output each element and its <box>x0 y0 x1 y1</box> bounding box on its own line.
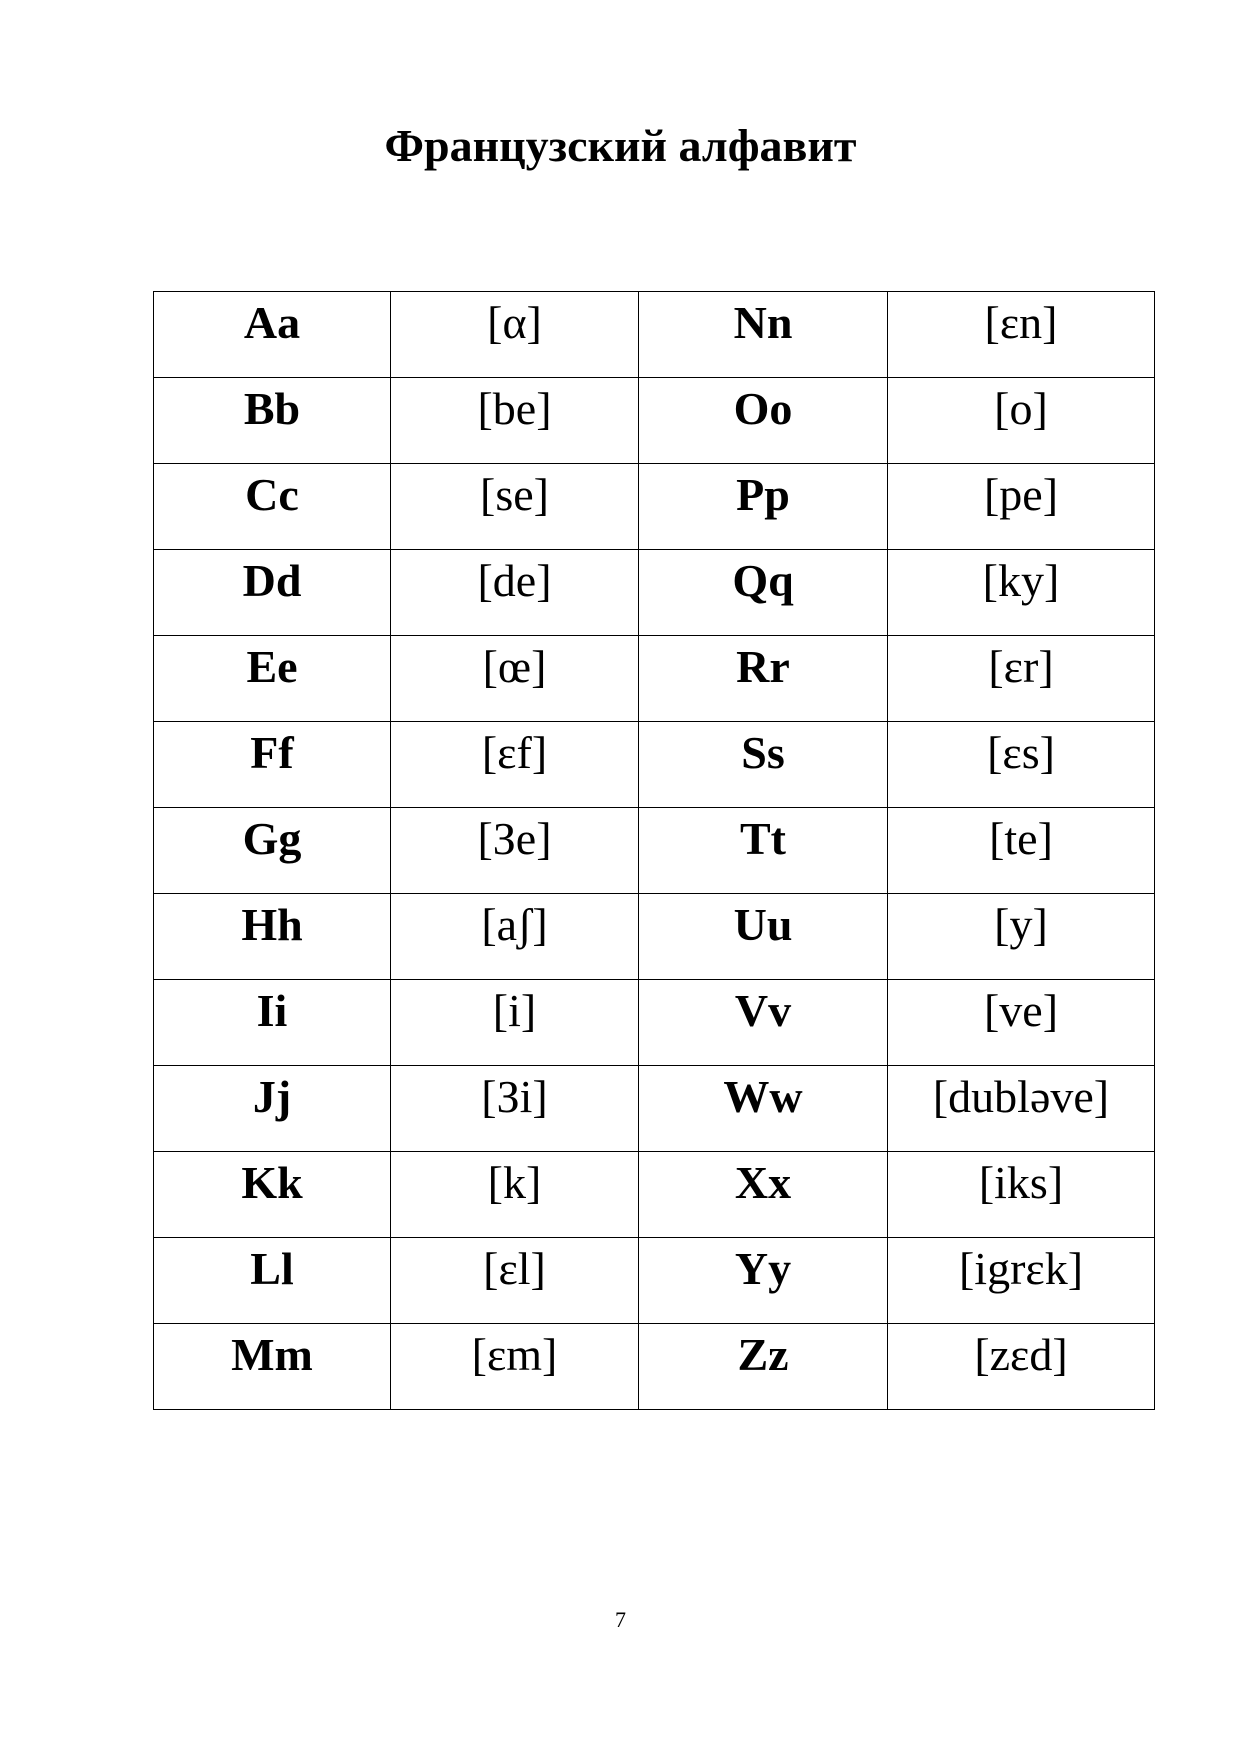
table-row <box>154 378 1155 464</box>
table-row <box>154 464 1155 550</box>
pronunciation-cell <box>888 980 1155 1066</box>
pronunciation-cell <box>888 1238 1155 1324</box>
letter-cell <box>639 550 888 636</box>
letter: Dd <box>242 555 302 606</box>
letter: Uu <box>733 899 793 950</box>
letter-cell <box>154 378 391 464</box>
pronunciation: [œ] <box>482 641 547 692</box>
letter: Oo <box>733 383 793 434</box>
letter: Ll <box>250 1243 294 1294</box>
letter: Hh <box>241 899 303 950</box>
letter: Jj <box>252 1071 292 1122</box>
table-row <box>154 550 1155 636</box>
pronunciation-cell <box>391 464 639 550</box>
pronunciation: [zɛd] <box>974 1329 1068 1380</box>
page-number: 7 <box>615 1607 626 1632</box>
letter-cell <box>639 292 888 378</box>
letter: Mm <box>231 1329 313 1380</box>
pronunciation: [se] <box>480 469 549 520</box>
pronunciation: [ɛs] <box>987 727 1055 778</box>
pronunciation-cell <box>888 808 1155 894</box>
pronunciation-cell <box>391 1324 639 1410</box>
pronunciation: [Зe] <box>477 813 552 864</box>
letter: Ii <box>256 985 288 1036</box>
letter: Vv <box>734 985 792 1036</box>
letter-cell <box>639 894 888 980</box>
letter: Ss <box>741 727 785 778</box>
letter-cell <box>639 464 888 550</box>
table-row <box>154 1152 1155 1238</box>
pronunciation: [pe] <box>983 469 1059 520</box>
pronunciation: [ɛn] <box>984 297 1058 348</box>
letter-cell <box>154 808 391 894</box>
letter-cell <box>639 1238 888 1324</box>
pronunciation-cell <box>888 292 1155 378</box>
alphabet-table <box>153 291 1155 1410</box>
pronunciation-cell <box>888 636 1155 722</box>
pronunciation-cell <box>391 980 639 1066</box>
pronunciation-cell <box>888 1324 1155 1410</box>
pronunciation-cell <box>391 722 639 808</box>
pronunciation-cell <box>888 894 1155 980</box>
letter-cell <box>154 636 391 722</box>
pronunciation: [igrɛk] <box>958 1243 1084 1294</box>
table-row <box>154 980 1155 1066</box>
letter: Xx <box>734 1157 792 1208</box>
letter-cell <box>639 378 888 464</box>
table-row <box>154 808 1155 894</box>
pronunciation: [aʃ] <box>481 899 548 950</box>
letter: Zz <box>737 1329 789 1380</box>
pronunciation-cell <box>391 636 639 722</box>
pronunciation: [k] <box>487 1157 542 1208</box>
letter-cell <box>154 1324 391 1410</box>
pronunciation: [te] <box>989 813 1053 864</box>
letter-cell <box>639 1066 888 1152</box>
letter: Ee <box>246 641 298 692</box>
pronunciation: [be] <box>477 383 552 434</box>
pronunciation-cell <box>391 378 639 464</box>
pronunciation-cell <box>888 464 1155 550</box>
letter: Rr <box>736 641 790 692</box>
letter-cell <box>154 550 391 636</box>
letter: Ww <box>723 1071 803 1122</box>
pronunciation: [dubləve] <box>932 1071 1110 1122</box>
letter: Aa <box>243 297 301 348</box>
letter-cell <box>154 292 391 378</box>
table-row <box>154 894 1155 980</box>
pronunciation: [de] <box>477 555 552 606</box>
pronunciation-cell <box>391 292 639 378</box>
letter: Yy <box>734 1243 792 1294</box>
letter: Nn <box>733 297 793 348</box>
pronunciation-cell <box>391 1238 639 1324</box>
letter-cell <box>639 1324 888 1410</box>
letter-cell <box>639 722 888 808</box>
table-row <box>154 636 1155 722</box>
pronunciation-cell <box>391 894 639 980</box>
pronunciation-cell <box>888 1066 1155 1152</box>
letter: Pp <box>736 469 790 520</box>
table-row <box>154 1066 1155 1152</box>
letter-cell <box>639 636 888 722</box>
pronunciation: [ɛf] <box>481 727 548 778</box>
letter-cell <box>154 1152 391 1238</box>
letter-cell <box>639 1152 888 1238</box>
pronunciation: [y] <box>994 899 1048 950</box>
pronunciation-cell <box>888 1152 1155 1238</box>
page-title: Французский алфавит <box>384 120 857 171</box>
table-row <box>154 1238 1155 1324</box>
letter-cell <box>154 1238 391 1324</box>
letter: Kk <box>241 1157 303 1208</box>
letter-cell <box>154 1066 391 1152</box>
pronunciation-cell <box>391 1066 639 1152</box>
pronunciation-cell <box>391 808 639 894</box>
pronunciation: [ve] <box>983 985 1059 1036</box>
pronunciation: [ɛr] <box>988 641 1054 692</box>
letter-cell <box>154 980 391 1066</box>
letter-cell <box>154 722 391 808</box>
letter: Tt <box>740 813 786 864</box>
pronunciation: [iks] <box>978 1157 1064 1208</box>
letter: Bb <box>243 383 301 434</box>
pronunciation-cell <box>391 550 639 636</box>
table-row <box>154 1324 1155 1410</box>
table-row <box>154 292 1155 378</box>
letter: Qq <box>732 555 794 606</box>
pronunciation: [ɛm] <box>471 1329 558 1380</box>
letter-cell <box>639 808 888 894</box>
pronunciation: [ky] <box>982 555 1060 606</box>
letter: Ff <box>250 727 294 778</box>
letter-cell <box>639 980 888 1066</box>
pronunciation-cell <box>888 378 1155 464</box>
pronunciation-cell <box>888 722 1155 808</box>
letter: Gg <box>242 813 302 864</box>
pronunciation: [εl] <box>483 1243 546 1294</box>
pronunciation-cell <box>391 1152 639 1238</box>
pronunciation: [i] <box>492 985 537 1036</box>
letter-cell <box>154 894 391 980</box>
table-row <box>154 722 1155 808</box>
letter-cell <box>154 464 391 550</box>
pronunciation: [α] <box>487 297 542 348</box>
letter: Cc <box>245 469 299 520</box>
pronunciation: [o] <box>994 383 1048 434</box>
pronunciation-cell <box>888 550 1155 636</box>
pronunciation: [Зi] <box>481 1071 548 1122</box>
